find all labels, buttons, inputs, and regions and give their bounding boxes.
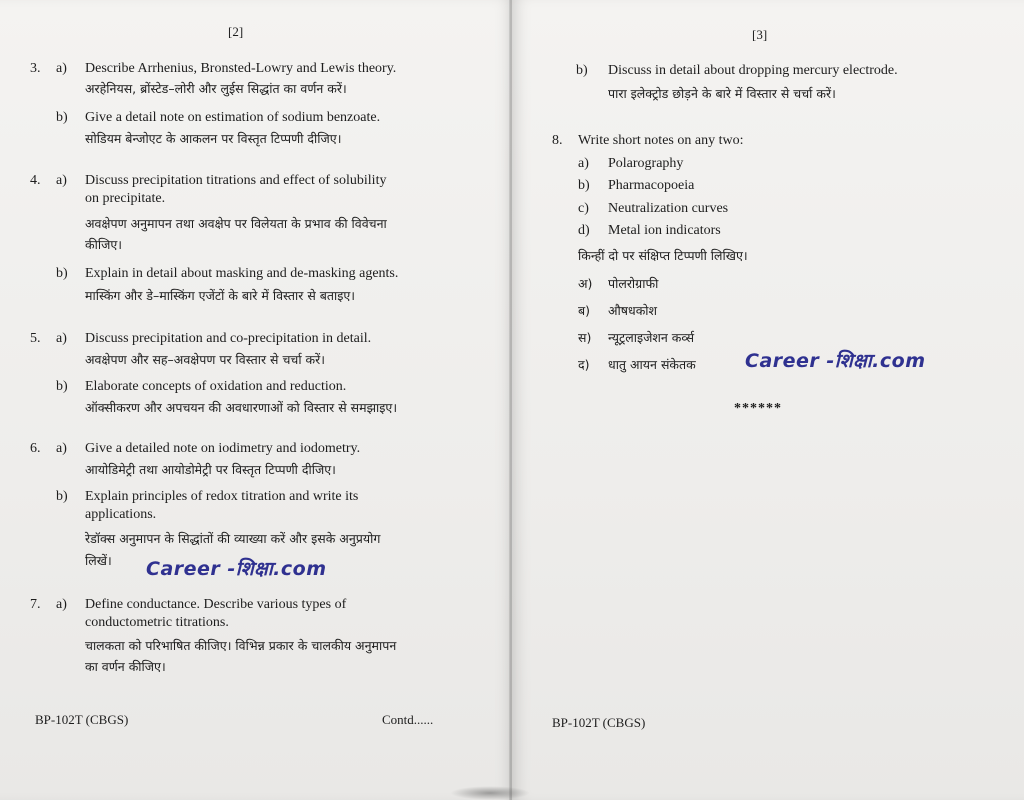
option-text: पोलरोग्राफी [608,276,659,291]
question-text-en: Explain principles of redox titration and write its [85,489,359,504]
scan-smudge [450,786,530,800]
part-label: b) [56,266,68,281]
option-text: Pharmacopoeia [608,178,695,193]
question-text-hi: मास्किंग और डे–मास्किंग एजेंटों के बारे में विस्तार से बताइए। [85,288,356,303]
question-number: 6. [30,441,41,456]
question-text-hi: का वर्णन कीजिए। [85,659,166,674]
option-label: ब) [578,303,591,318]
question-text-hi: अरहेनियस, ब्रोंस्टेड–लोरी और लुईस सिद्धांत का वर्णन करें। [85,81,347,96]
question-text-hi: चालकता को परिभाषित कीजिए। विभिन्न प्रकार के चालकीय अनुमापन [85,638,397,653]
question-number: 8. [552,133,563,148]
option-text: औषधकोश [608,303,658,318]
part-label: a) [56,331,67,346]
end-marker: ****** [734,401,782,416]
question-number: 4. [30,173,41,188]
part-label: b) [56,379,68,394]
footer-code: BP-102T (CBGS) [552,715,646,730]
question-text-en: Explain in detail about masking and de-masking agents. [85,266,399,281]
question-text-en: applications. [85,507,157,522]
watermark: Career -शिक्षा.com [745,350,926,372]
question-text-hi: आयोडिमेट्री तथा आयोडोमेट्री पर विस्तृत टिप्पणी दीजिए। [85,462,336,477]
question-text-en: Give a detail note on estimation of sodium benzoate. [85,110,381,125]
question-text-en: Elaborate concepts of oxidation and reduction. [85,379,347,394]
option-label: स) [578,330,592,345]
question-text-en: Discuss precipitation and co-precipitation in detail. [85,331,372,346]
option-text: Neutralization curves [608,201,729,216]
question-text-en: Define conductance. Describe various types of [85,597,347,612]
part-label: a) [56,597,67,612]
question-text-hi: ऑक्सीकरण और अपचयन की अवधारणाओं को विस्तार से समझाइए। [85,400,398,415]
question-text-hi: कीजिए। [85,237,123,252]
question-text-hi: अवक्षेपण अनुमापन तथा अवक्षेप पर विलेयता के प्रभाव की विवेचना [85,216,387,231]
option-text: धातु आयन संकेतक [608,357,696,372]
footer-code: BP-102T (CBGS) [35,712,129,727]
part-label: a) [56,173,67,188]
question-text-hi: अवक्षेपण और सह–अवक्षेपण पर विस्तार से चर्चा करें। [85,352,326,367]
option-label: द) [578,357,590,372]
part-label: a) [56,61,67,76]
option-text: Polarography [608,156,684,171]
question-text-en: Give a detailed note on iodimetry and iodometry. [85,441,361,456]
part-label: b) [576,63,588,78]
question-number: 5. [30,331,41,346]
question-text-en: Describe Arrhenius, Bronsted-Lowry and Lewis theory. [85,61,397,76]
page-number: [2] [228,24,244,39]
part-label: b) [56,489,68,504]
question-text-en: conductometric titrations. [85,615,229,630]
option-label: d) [578,223,590,238]
page-number: [3] [752,27,768,42]
right-page [512,0,1024,800]
part-label: a) [56,441,67,456]
question-text-en: Discuss precipitation titrations and effect of solubility [85,173,387,188]
option-text: न्यूट्रलाइजेशन कर्व्स [608,330,695,345]
question-number: 7. [30,597,41,612]
option-label: a) [578,156,589,171]
footer-contd: Contd...... [382,712,434,727]
watermark: Career -शिक्षा.com [146,558,327,580]
question-number: 3. [30,61,41,76]
question-text-hi: सोडियम बेन्जोएट के आकलन पर विस्तृत टिप्पणी दीजिए। [85,131,342,146]
option-label: अ) [578,276,593,291]
option-label: b) [578,178,590,193]
question-text-hi: पारा इलेक्ट्रोड छोड़ने के बारे में विस्तार से चर्चा करें। [608,86,836,101]
question-text-en: Discuss in detail about dropping mercury electrode. [608,63,898,78]
question-prompt-hi: किन्हीं दो पर संक्षिप्त टिप्पणी लिखिए। [578,248,748,263]
question-text-hi: रेडॉक्स अनुमापन के सिद्धांतों की व्याख्या करें और इसके अनुप्रयोग [85,531,381,546]
option-text: Metal ion indicators [608,223,721,238]
question-prompt-en: Write short notes on any two: [578,133,744,148]
question-text-hi: लिखें। [85,553,112,568]
question-text-en: on precipitate. [85,191,166,206]
option-label: c) [578,201,589,216]
part-label: b) [56,110,68,125]
